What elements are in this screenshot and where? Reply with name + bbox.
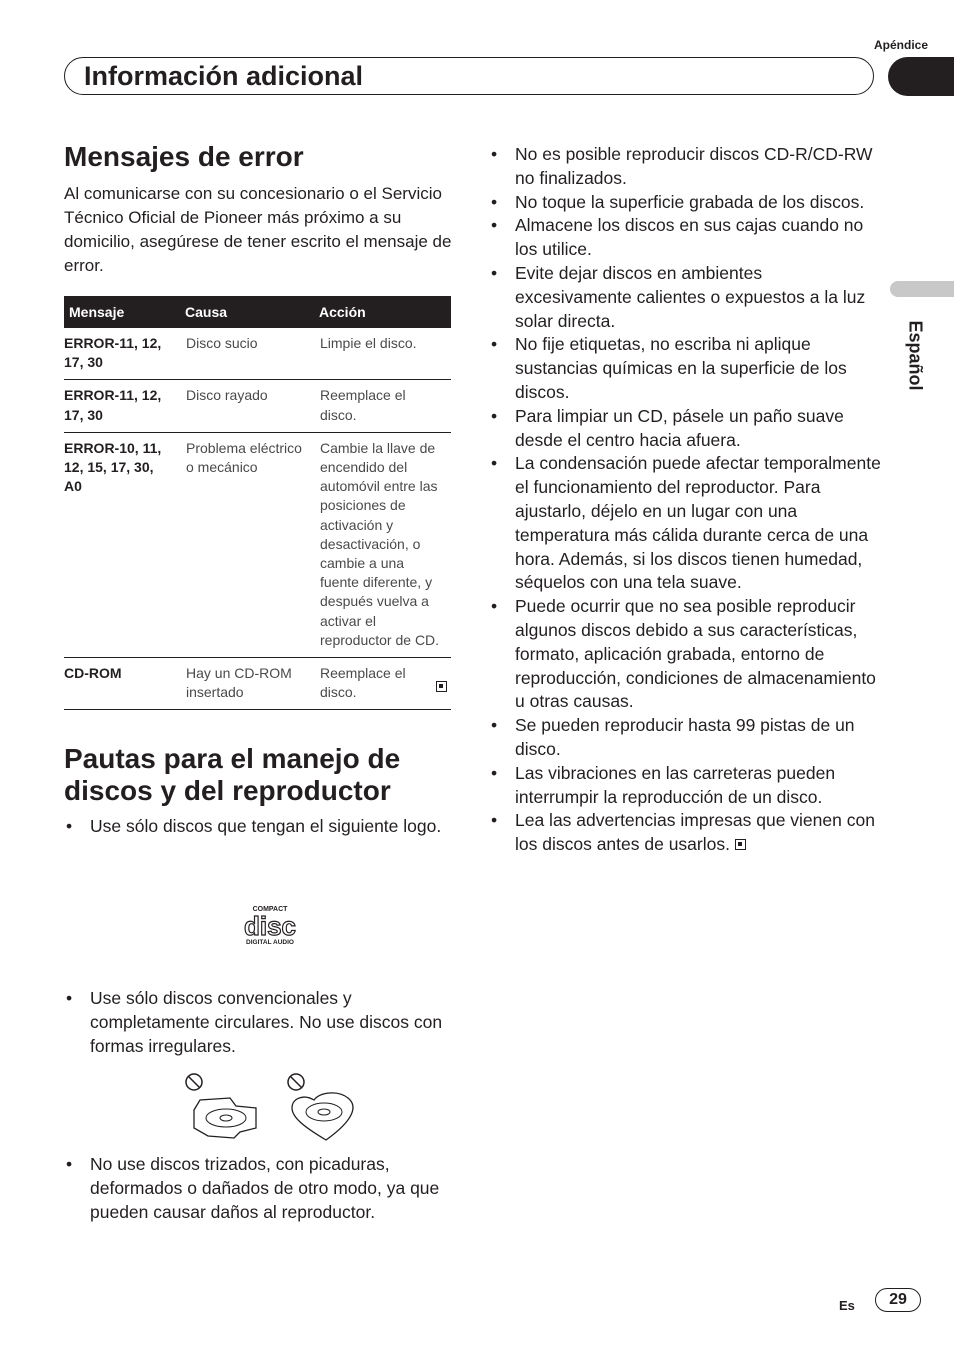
language-tab-bar xyxy=(890,281,954,297)
table-row xyxy=(64,658,451,710)
list-item: • Evite dejar discos en ambientes excesivamente calientes o expuestos a la luz solar directa. xyxy=(489,262,881,333)
table-cell-message: CD-ROM xyxy=(64,658,180,710)
language-tab-label: Español xyxy=(905,320,926,391)
error-table xyxy=(64,296,451,710)
list-item: • Almacene los discos en sus cajas cuando no los utilice. xyxy=(489,214,881,262)
table-cell-action: Cambie la llave de encendido del automóvil entre las posiciones de activación y desactivación, o cambie a una fuente diferente, y después vuelva a activar el reproductor de CD. xyxy=(314,432,451,657)
list-item: • No es posible reproducir discos CD-R/CD-RW no finalizados. xyxy=(489,143,881,191)
logo-top-text: COMPACT xyxy=(252,906,288,913)
table-cell-cause: Disco rayado xyxy=(180,380,314,432)
irregular-disc-shapes-illustration xyxy=(180,1070,370,1142)
section-end-icon xyxy=(735,839,746,850)
list-item: • Use sólo discos que tengan el siguiente logo. xyxy=(64,815,454,839)
list-item: • No toque la superficie grabada de los discos. xyxy=(489,191,881,215)
column-header-message: Mensaje xyxy=(64,296,180,328)
discs-bullets-b xyxy=(64,987,454,1058)
list-item-text: Lea las advertencias impresas que vienen con los discos antes de usarlos. xyxy=(515,810,875,855)
list-item-last xyxy=(489,809,881,857)
list-item: • La condensación puede afectar temporalmente el funcionamiento del reproductor. Para ajustarlo, déjelo en un lugar con una temperatura más cálida durante cerca de una hora. Además, si los discos tienen humedad, séquelos con una tela suave. xyxy=(489,452,881,595)
table-cell-message: ERROR-11, 12, 17, 30 xyxy=(64,380,180,432)
list-item: • No fije etiquetas, no escriba ni aplique sustancias químicas en la superficie de los discos. xyxy=(489,333,881,404)
footer-language-code: Es xyxy=(839,1298,855,1313)
compact-disc-logo-icon xyxy=(236,903,304,945)
table-cell-action: Reemplace el disco. xyxy=(314,380,451,432)
irregular-disc-icon xyxy=(194,1098,256,1138)
list-item: • Se pueden reproducir hasta 99 pistas de un disco. xyxy=(489,714,881,762)
table-row xyxy=(64,328,451,380)
table-cell-action: Reemplace el disco. xyxy=(314,658,451,710)
discs-section-title: Pautas para el manejo de discos y del reproductor xyxy=(64,743,401,806)
table-cell-cause: Hay un CD-ROM insertado xyxy=(180,658,314,710)
table-cell-message: ERROR-10, 11, 12, 15, 17, 30, A0 xyxy=(64,432,180,657)
section-end-icon xyxy=(436,681,447,692)
error-section-title: Mensajes de error xyxy=(64,141,304,172)
page-number: 29 xyxy=(875,1288,921,1312)
heart-disc-icon xyxy=(292,1093,353,1140)
header-tab-marker xyxy=(888,57,954,96)
table-cell-cause: Problema eléctrico o mecánico xyxy=(180,432,314,657)
logo-bottom-text: DIGITAL AUDIO xyxy=(246,939,294,945)
section-label: Apéndice xyxy=(873,38,928,52)
list-item: • Use sólo discos convencionales y completamente circulares. No use discos con formas irregulares. xyxy=(64,987,454,1058)
list-item: • Para limpiar un CD, pásele un paño suave desde el centro hacia afuera. xyxy=(489,405,881,453)
table-row xyxy=(64,432,451,657)
error-table-header-row xyxy=(64,296,451,328)
page-header-title: Información adicional xyxy=(84,61,364,91)
discs-bullets-a xyxy=(64,815,454,839)
prohibited-icon xyxy=(288,1074,304,1090)
discs-bullets-right xyxy=(489,143,881,857)
error-section-intro: Al comunicarse con su concesionario o el Servicio Técnico Oficial de Pioneer más próximo a su domicilio, asegúrese de tener escrito el mensaje de error. xyxy=(64,184,452,275)
table-cell-action: Limpie el disco. xyxy=(314,328,451,380)
table-row xyxy=(64,380,451,432)
column-header-action: Acción xyxy=(314,296,451,328)
list-item: • No use discos trizados, con picaduras, deformados o dañados de otro modo, ya que pueden causar daños al reproductor. xyxy=(64,1153,454,1224)
column-header-cause: Causa xyxy=(180,296,314,328)
table-cell-cause: Disco sucio xyxy=(180,328,314,380)
list-item: • Las vibraciones en las carreteras pueden interrumpir la reproducción de un disco. xyxy=(489,762,881,810)
prohibited-icon xyxy=(186,1074,202,1090)
table-cell-message: ERROR-11, 12, 17, 30 xyxy=(64,328,180,380)
list-item: • Puede ocurrir que no sea posible reproducir algunos discos debido a sus características, formato, aplicación grabada, entorno de reproducción, condiciones de almacenamiento u otras causas. xyxy=(489,595,881,714)
discs-bullets-c xyxy=(64,1153,454,1224)
logo-main-text: disc xyxy=(243,911,297,941)
